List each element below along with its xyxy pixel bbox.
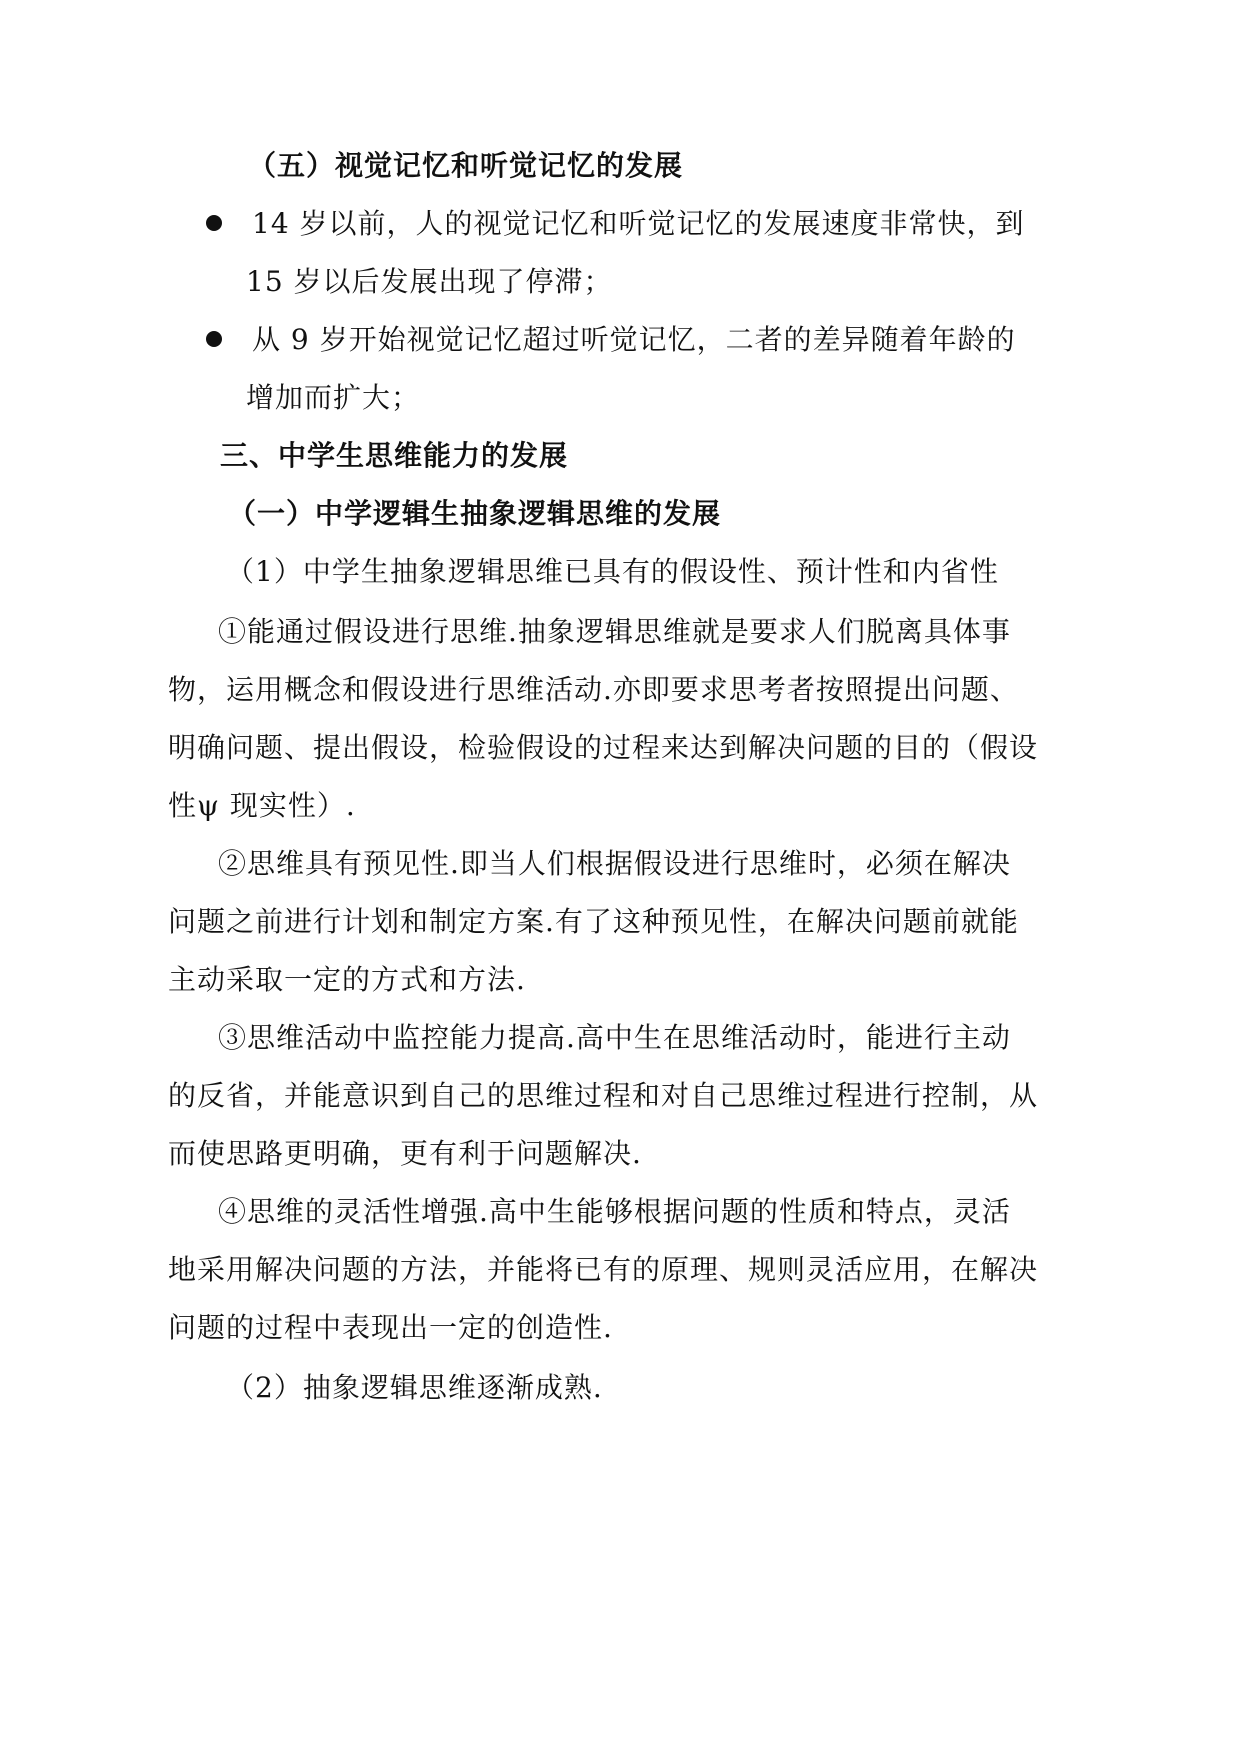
para-1-line-4: 性ψ 现实性）. <box>168 789 356 822</box>
para-2-line-3: 主动采取一定的方式和方法. <box>168 963 526 996</box>
para-2-line-1: ②思维具有预见性.即当人们根据假设进行思维时，必须在解决 <box>218 847 1011 880</box>
point-1-heading: （1）中学生抽象逻辑思维已具有的假设性、预计性和内省性 <box>226 555 999 588</box>
para-3-line-2: 的反省，并能意识到自己的思维过程和对自己思维过程进行控制，从 <box>168 1079 1039 1112</box>
bullet-1-line-2: 15 岁以后发展出现了停滞； <box>246 265 613 298</box>
bullet-2-line-2: 增加而扩大； <box>246 381 421 414</box>
bullet-2-line-1: 从 9 岁开始视觉记忆超过听觉记忆，二者的差异随着年龄的 <box>252 323 1016 356</box>
point-2-heading: （2）抽象逻辑思维逐渐成熟. <box>226 1371 603 1404</box>
para-1-line-3: 明确问题、提出假设，检验假设的过程来达到解决问题的目的（假设 <box>168 731 1039 764</box>
section-heading-thinking-ability: 三、中学生思维能力的发展 <box>220 439 569 472</box>
para-4-line-1: ④思维的灵活性增强.高中生能够根据问题的性质和特点，灵活 <box>218 1195 1011 1228</box>
para-4-line-2: 地采用解决问题的方法，并能将已有的原理、规则灵活应用，在解决 <box>168 1253 1039 1286</box>
heading-visual-auditory-memory: （五）视觉记忆和听觉记忆的发展 <box>248 149 684 182</box>
bullet-icon <box>206 331 222 347</box>
para-3-line-1: ③思维活动中监控能力提高.高中生在思维活动时，能进行主动 <box>218 1021 1011 1054</box>
para-1-line-1: ①能通过假设进行思维.抽象逻辑思维就是要求人们脱离具体事 <box>218 615 1011 648</box>
bullet-icon <box>206 215 222 231</box>
para-3-line-3: 而使思路更明确，更有利于问题解决. <box>168 1137 642 1170</box>
para-1-line-2: 物，运用概念和假设进行思维活动.亦即要求思考者按照提出问题、 <box>168 673 1019 706</box>
para-4-line-3: 问题的过程中表现出一定的创造性. <box>168 1311 613 1344</box>
bullet-1-line-1: 14 岁以前，人的视觉记忆和听觉记忆的发展速度非常快，到 <box>252 207 1025 240</box>
para-2-line-2: 问题之前进行计划和制定方案.有了这种预见性，在解决问题前就能 <box>168 905 1019 938</box>
subsection-heading-abstract-logic: （一）中学逻辑生抽象逻辑思维的发展 <box>228 497 722 530</box>
